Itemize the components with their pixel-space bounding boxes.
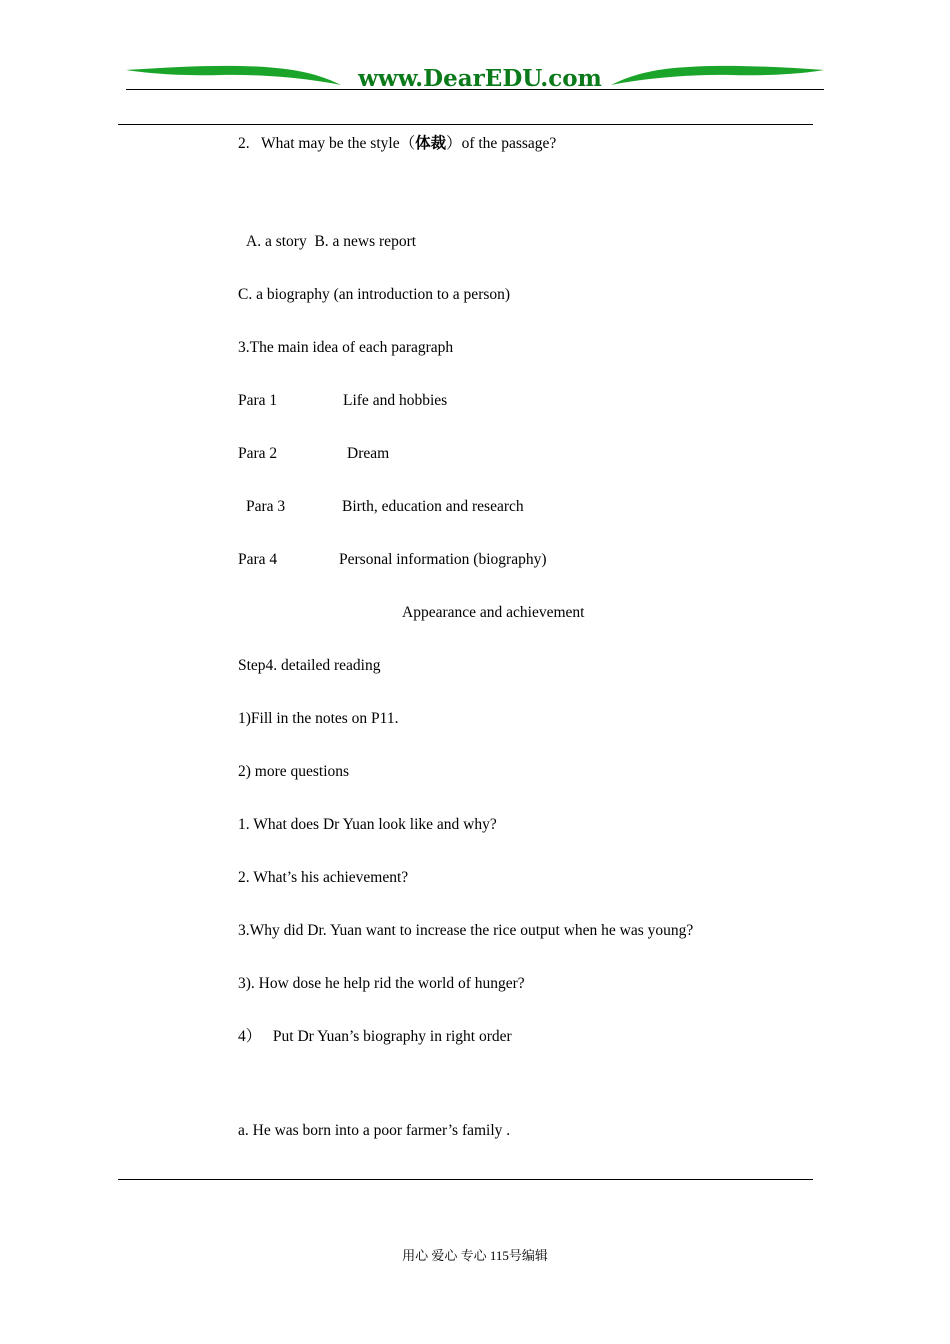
- right-swoosh: [611, 66, 824, 85]
- para-3-label: Para 3: [246, 498, 286, 515]
- main-idea-title: 3.The main idea of each paragraph: [238, 339, 454, 356]
- more-question-1: 1. What does Dr Yuan look like and why?: [238, 816, 497, 833]
- question-2: [238, 134, 556, 154]
- logo-text: www.DearEDU.com: [358, 65, 602, 92]
- order-text: Put Dr Yuan’s biography in right order: [272, 1028, 512, 1045]
- para-1-idea: Life and hobbies: [343, 392, 448, 409]
- option-ab: A. a story B. a news report: [246, 233, 417, 250]
- page-footer: 用心 爱心 专心 115号编辑: [402, 1248, 548, 1263]
- question-text: What may be the style（: [260, 135, 416, 152]
- order-item-a: a. He was born into a poor farmer’s family .: [238, 1122, 511, 1139]
- para-3-idea: Birth, education and research: [342, 498, 524, 515]
- order-number: 4）: [238, 1028, 262, 1045]
- question-text-end: ）of the passage?: [446, 135, 557, 152]
- question-bold: 体裁: [415, 135, 447, 152]
- step4-heading: Step4. detailed reading: [238, 657, 381, 674]
- more-question-3: 3.Why did Dr. Yuan want to increase the rice output when he was young?: [238, 922, 694, 939]
- para-4-label: Para 4: [238, 551, 278, 568]
- para-2-label: Para 2: [238, 445, 278, 462]
- more-question-2: 2. What’s his achievement?: [238, 869, 409, 886]
- fill-notes: 1)Fill in the notes on P11.: [238, 710, 399, 727]
- para-2-idea: Dream: [347, 445, 390, 462]
- dearedu-banner: [126, 62, 824, 92]
- order-task: [238, 1027, 512, 1047]
- header-rule: [118, 124, 813, 125]
- extra-idea: Appearance and achievement: [402, 604, 585, 621]
- para-1-label: Para 1: [238, 392, 278, 409]
- footer-rule: [118, 1179, 813, 1180]
- left-swoosh: [126, 66, 341, 85]
- hunger-question: 3). How dose he help rid the world of hunger?: [238, 975, 525, 992]
- question-number: 2.: [238, 135, 250, 152]
- para-4-idea: Personal information (biography): [339, 551, 547, 568]
- banner-graphic: [126, 62, 824, 92]
- option-c: C. a biography (an introduction to a person): [238, 286, 511, 303]
- more-questions: 2) more questions: [238, 763, 350, 780]
